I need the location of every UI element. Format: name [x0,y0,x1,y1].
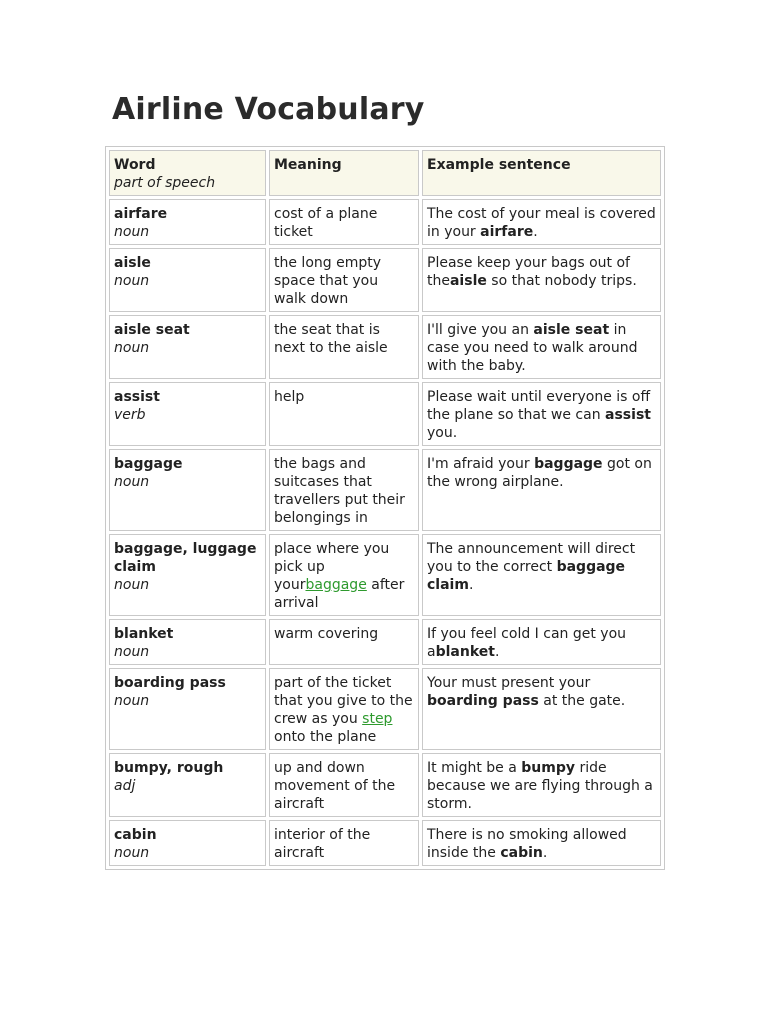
text-segment: I'm afraid your [427,456,535,472]
text-segment: . [468,577,474,593]
page-title: Airline Vocabulary [112,92,425,127]
table-body [109,199,661,866]
vocab-word: cabin [114,827,157,843]
text-segment: It might be a [427,760,522,776]
text-segment: in case you need to walk around with the baby. [427,322,638,374]
bold-term: assist [605,407,651,423]
vocabulary-table [105,146,665,870]
word-cell [109,619,266,665]
text-segment: help [274,389,305,405]
bold-term: baggage claim [427,559,626,593]
bold-term: boarding pass [427,693,539,709]
vocab-word: assist [114,389,160,405]
meaning-cell [269,753,419,817]
table-row [109,449,661,531]
text-segment: warm covering [274,626,379,642]
text-segment: . [494,644,500,660]
bold-term: blanket [435,644,495,660]
table-row [109,315,661,379]
part-of-speech: noun [114,273,150,289]
table-row [109,820,661,866]
table-row [109,534,661,616]
example-cell [422,668,661,750]
example-cell [422,248,661,312]
part-of-speech: noun [114,577,150,593]
part-of-speech: noun [114,224,150,240]
text-segment: The cost of your meal is covered in your [427,206,656,240]
vocab-word: airfare [114,206,168,222]
text-segment: I'll give you an [427,322,534,338]
text-segment: got on the wrong airplane. [427,456,652,490]
text-segment: the seat that is next to the aisle [274,322,388,356]
bold-term: aisle seat [533,322,610,338]
table-row [109,199,661,245]
text-segment: Your must present your [427,675,591,691]
header-example [422,150,661,196]
header-meaning [269,150,419,196]
meaning-cell [269,619,419,665]
part-of-speech: adj [114,778,136,794]
text-segment: you. [427,425,458,441]
text-segment: at the gate. [538,693,626,709]
word-cell [109,248,266,312]
word-cell [109,753,266,817]
word-cell [109,668,266,750]
bold-term: baggage [534,456,603,472]
text-segment: so that nobody trips. [486,273,637,289]
vocab-word: aisle [114,255,151,271]
inline-link[interactable]: step [362,711,393,727]
text-segment: the bags and suitcases that travellers put their belongings in [274,456,405,526]
table-row [109,382,661,446]
text-segment: . [533,224,538,240]
part-of-speech: noun [114,340,150,356]
vocab-word: boarding pass [114,675,226,691]
text-segment: part of the ticket that you give to the crew as you [274,675,413,727]
part-of-speech: noun [114,644,150,660]
header-part-of-speech: part of speech [114,175,216,191]
part-of-speech: noun [114,693,150,709]
meaning-cell [269,668,419,750]
meaning-cell [269,248,419,312]
example-cell [422,449,661,531]
example-cell [422,534,661,616]
example-cell [422,315,661,379]
word-cell [109,199,266,245]
text-segment: place where you pick up your [274,541,390,593]
word-cell [109,382,266,446]
text-segment: ride because we are flying through a storm. [427,760,653,812]
header-example-label: Example sentence [427,157,571,173]
text-segment: onto the plane [274,729,377,745]
example-cell [422,199,661,245]
inline-link[interactable]: baggage [305,577,367,593]
text-segment: If you feel cold I can get you a [427,626,627,660]
text-segment: There is no smoking allowed inside the [427,827,627,861]
table-row [109,668,661,750]
vocab-word: bumpy, rough [114,760,224,776]
example-cell [422,382,661,446]
word-cell [109,820,266,866]
bold-term: bumpy [521,760,576,776]
meaning-cell [269,820,419,866]
vocab-word: baggage, luggage claim [114,541,257,575]
part-of-speech: noun [114,474,150,490]
text-segment: Please keep your bags out of the [427,255,630,289]
word-cell [109,449,266,531]
text-segment: after arrival [274,577,405,611]
bold-term: cabin [500,845,543,861]
example-cell [422,820,661,866]
header-meaning-label: Meaning [274,157,342,173]
table-row [109,248,661,312]
word-cell [109,534,266,616]
vocab-word: baggage [114,456,183,472]
example-cell [422,619,661,665]
meaning-cell [269,449,419,531]
vocab-word: blanket [114,626,174,642]
text-segment: cost of a plane ticket [274,206,378,240]
header-word-label: Word [114,157,156,173]
word-cell [109,315,266,379]
meaning-cell [269,199,419,245]
example-cell [422,753,661,817]
table-row [109,619,661,665]
table-row [109,753,661,817]
table-header-row [109,150,661,196]
bold-term: aisle [449,273,487,289]
text-segment: up and down movement of the aircraft [274,760,396,812]
text-segment: interior of the aircraft [274,827,371,861]
meaning-cell [269,534,419,616]
meaning-cell [269,382,419,446]
text-segment: the long empty space that you walk down [274,255,382,307]
text-segment: The announcement will direct you to the correct [427,541,636,575]
text-segment: . [542,845,548,861]
text-segment: Please wait until everyone is off the plane so that we can [427,389,651,423]
part-of-speech: noun [114,845,150,861]
meaning-cell [269,315,419,379]
part-of-speech: verb [114,407,146,423]
bold-term: airfare [480,224,534,240]
header-word [109,150,266,196]
vocab-word: aisle seat [114,322,190,338]
